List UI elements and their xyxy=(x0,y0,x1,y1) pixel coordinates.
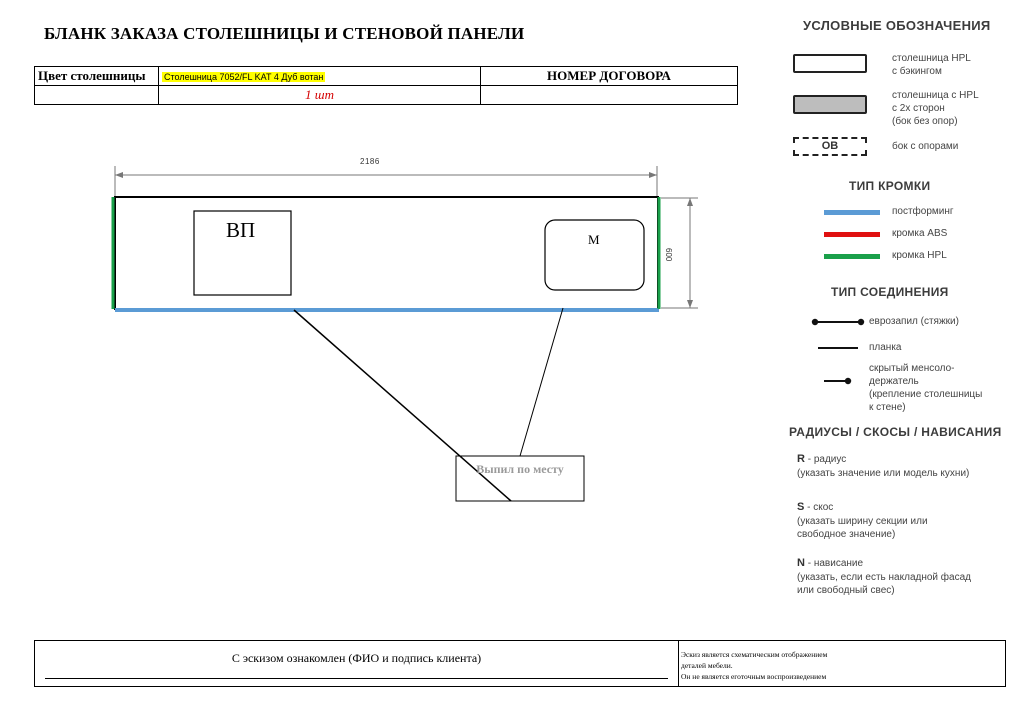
legend-hpl-two-sides-text: столешница с HPL с 2х сторон (бок без опор) xyxy=(892,90,979,127)
radius-s-key: S xyxy=(797,501,805,513)
radius-n-item xyxy=(797,557,863,570)
hidden-bracket-text: скрытый менсоло- держатель (крепление столешницы к стене) xyxy=(869,363,983,413)
radius-n-key: N xyxy=(797,557,805,569)
client-ack-cell[interactable] xyxy=(35,641,679,686)
radius-s-desc: (указать ширину секции или свободное значение) xyxy=(797,516,928,540)
sink-cutout xyxy=(545,220,644,290)
form-title: БЛАНК ЗАКАЗА СТОЛЕШНИЦЫ И СТЕНОВОЙ ПАНЕЛИ xyxy=(44,24,525,43)
footer-box xyxy=(34,640,1006,687)
hpl-edge-swatch xyxy=(824,254,880,259)
countertop-color-label: Цвет столешницы xyxy=(35,67,159,86)
abs-edge-swatch xyxy=(824,232,880,237)
postforming-swatch xyxy=(824,210,880,215)
contract-number-label: НОМЕР ДОГОВОРА xyxy=(481,67,738,86)
radius-r-item xyxy=(797,453,846,466)
hpl-edge-text: кромка HPL xyxy=(892,250,947,261)
hob-cutout-label: ВП xyxy=(226,218,256,242)
disclaimer-line-2: деталей мебели. xyxy=(681,661,733,670)
width-dimension-value: 2186 xyxy=(360,157,380,166)
radius-n-label: - нависание xyxy=(804,558,864,569)
leader-line-m xyxy=(520,308,563,456)
legend-hpl-two-sides-swatch xyxy=(793,95,867,114)
eurocut-text: еврозапил (стяжки) xyxy=(869,316,959,327)
legend-hpl-backing-text: столешница HPL с бэкингом xyxy=(892,53,971,77)
sink-cutout-label: М xyxy=(588,232,600,247)
depth-dimension-value: 600 xyxy=(664,248,673,262)
radius-n-desc: (указать, если есть накладной фасад или свободный свес) xyxy=(797,572,971,596)
signature-line xyxy=(45,678,668,679)
cut-on-site-label: Выпил по месту xyxy=(476,462,564,476)
radius-r-label: - радиус xyxy=(804,454,847,465)
quantity-value[interactable]: 1 шт xyxy=(159,86,481,105)
client-ack-text: С эскизом ознакомлен (ФИО и подпись клиента) xyxy=(231,651,482,665)
postforming-text: постформинг xyxy=(892,206,954,217)
strip-text: планка xyxy=(869,342,902,353)
join-type-title: ТИП СОЕДИНЕНИЯ xyxy=(831,285,949,299)
legend-ob-text: бок с опорами xyxy=(892,141,959,152)
disclaimer-line-1: Эскиз является схематическим отображением xyxy=(681,650,828,659)
countertop-color-value: Столешница 7052/FL KAT 4 Дуб вотан xyxy=(164,72,324,82)
radius-r-key: R xyxy=(797,453,805,465)
join-symbols xyxy=(808,312,868,392)
abs-edge-text: кромка ABS xyxy=(892,228,948,239)
radius-title: РАДИУСЫ / СКОСЫ / НАВИСАНИЯ xyxy=(789,425,1002,439)
legend-title: УСЛОВНЫЕ ОБОЗНАЧЕНИЯ xyxy=(803,18,991,33)
radius-r-desc: (указать значение или модель кухни) xyxy=(797,468,970,479)
radius-s-item xyxy=(797,501,833,514)
legend-ob-box: ОВ xyxy=(793,137,867,156)
radius-s-label: - скос xyxy=(804,502,834,513)
legend-hpl-backing-swatch xyxy=(793,54,867,73)
edge-type-title: ТИП КРОМКИ xyxy=(849,179,931,193)
sketch-disclaimer xyxy=(681,649,1001,682)
disclaimer-line-3: Он не является еготочным воспроизведением xyxy=(681,672,827,681)
